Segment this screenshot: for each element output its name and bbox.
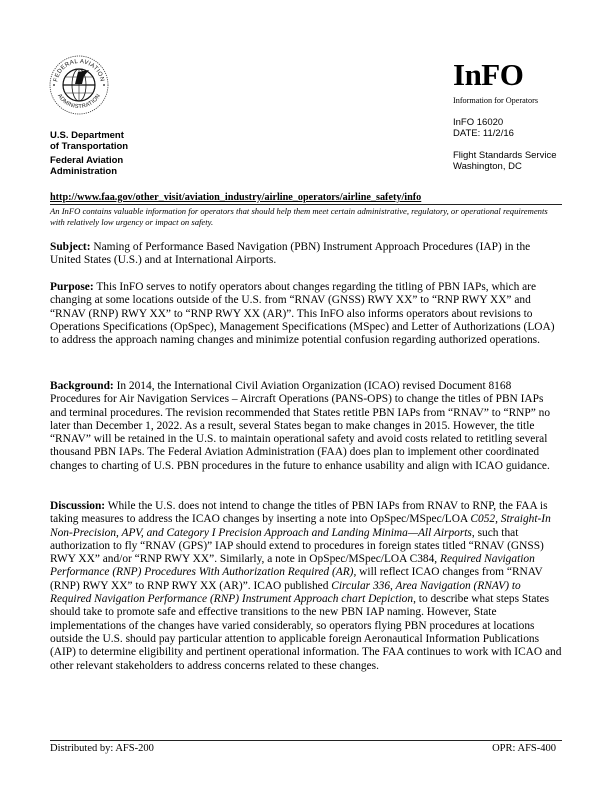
subject-label: Subject: (50, 241, 91, 253)
discussion-reference-c052: C052, Straight-In Non-Precision, APV, and Category I Precision Approach and Landing Minima—All Airports (50, 513, 551, 539)
discussion-paragraph (50, 500, 562, 673)
info-url-link[interactable]: http://www.faa.gov/other_visit/aviation_industry/airline_operators/airline_safety/info (50, 192, 422, 203)
subject-paragraph (50, 241, 562, 268)
document-title: InFO (453, 57, 524, 92)
seal-top-text: FEDERAL AVIATION (53, 58, 105, 83)
discussion-reference-circular-336: Circular 336, Area Navigation (RNAV) to Required Navigation Performance (RNP) Instrument Approach chart Depiction (50, 579, 521, 606)
agency-name-line2: Administration (50, 166, 118, 177)
department-name-line1: U.S. Department (50, 130, 124, 141)
department-name-line2: of Transportation (50, 141, 129, 152)
background-label: Background: (50, 380, 114, 392)
document-number: InFO 16020 (453, 117, 504, 128)
info-description: An InFO contains valuable information for operators that should help them meet certain administrative, regulatory, or operational requirements with relatively low urgency or impact on safety. (50, 206, 548, 227)
distributed-by: Distributed by: AFS-200 (50, 743, 154, 754)
background-text: In 2014, the International Civil Aviation Organization (ICAO) revised Document 8168 Procedures for Air Navigation Services – Aircraft Operations (PANS-OPS) to change the titles of PBN IAPs and terminal procedures. The revision recommended that States retitle PBN IAPs from “RNAV” to “RNP” no later than December 1, 2022. As a result, several States began to make changes in 2015. However, the title “RNAV” will be retained in the U.S. to maintain operational safety and avoid costs related to retitling several thousand PBN IAPs. The Federal Aviation Administration (FAA) does plan to implement other coordinated changes to charting of U.S. PBN procedures in the future to enhance usability and align with ICAO guidance. (50, 380, 551, 472)
document-date: DATE: 11/2/16 (453, 128, 514, 139)
background-paragraph (50, 380, 562, 473)
discussion-text-2: , such that authorization to fly “RNAV (GPS)” IAP should extend to procedures in foreign states titled “RNAV (GNSS) RWY XX” and/or “RNP RWY XX”. Similarly, a note in OpSpec/MSpec/LOA C384, (50, 526, 544, 566)
discussion-label: Discussion: (50, 500, 106, 512)
subject-text: Naming of Performance Based Navigation (PBN) Instrument Approach Procedures (IAP) in the United States (U.S.) and at International Airports. (50, 241, 531, 267)
discussion-text-3: will reflect ICAO changes from “RNAV (RNP) RWY XX” to RNP RWY XX (AR)”. ICAO published (50, 566, 543, 592)
purpose-paragraph (50, 281, 562, 347)
seal-bottom-text: ADMINISTRATION (56, 93, 102, 111)
faa-seal-icon (48, 54, 110, 116)
agency-name-line1: Federal Aviation (50, 155, 124, 166)
footer-divider (50, 740, 562, 741)
issuing-location: Washington, DC (453, 161, 522, 172)
issuing-service: Flight Standards Service (453, 150, 557, 161)
department-block (50, 130, 128, 180)
document-number-block (453, 117, 514, 139)
purpose-text: This InFO serves to notify operators about changes regarding the titling of PBN IAPs, which are changing at some locations outside of the U.S. from “RNAV (GNSS) RWY XX” to “RNP RWY XX” and “RNAV (RNP) RWY XX” to “RNP RWY XX (AR)”. This InFO also informs operators about revisions to Operations Specifications (OpSpec), Management Specifications (MSpec) and Letter of Authorizations (LOA) to address the approach naming changes and minimize potential confusion regarding authorized operations. (50, 281, 555, 347)
issuing-office-block (453, 150, 557, 172)
discussion-text-1: While the U.S. does not intend to change the titles of PBN IAPs from RNAV to RNP, the FAA is taking measures to address the ICAO changes by inserting a note into OpSpec/MSpec/LOA (50, 500, 548, 526)
discussion-text-4: , to describe what steps States should take to promote safe and effective transitions to the new PBN IAP naming. However, State implementations of the changes have varied considerably, so operators flying PBN procedures at locations outside the U.S. should pay particular attention to applicable foreign Aeronautical Information Publications (AIP) to determine eligibility and pertinent operational information. The FAA continues to work with ICAO and other relevant stakeholders to address concerns related to these changes. (50, 593, 562, 672)
document-subtitle: Information for Operators (453, 96, 539, 105)
purpose-label: Purpose: (50, 281, 94, 293)
office-of-primary-responsibility: OPR: AFS-400 (492, 743, 556, 754)
discussion-reference-c384: Required Navigation Performance (RNP) Procedures With Authorization Required (AR), (50, 553, 535, 579)
